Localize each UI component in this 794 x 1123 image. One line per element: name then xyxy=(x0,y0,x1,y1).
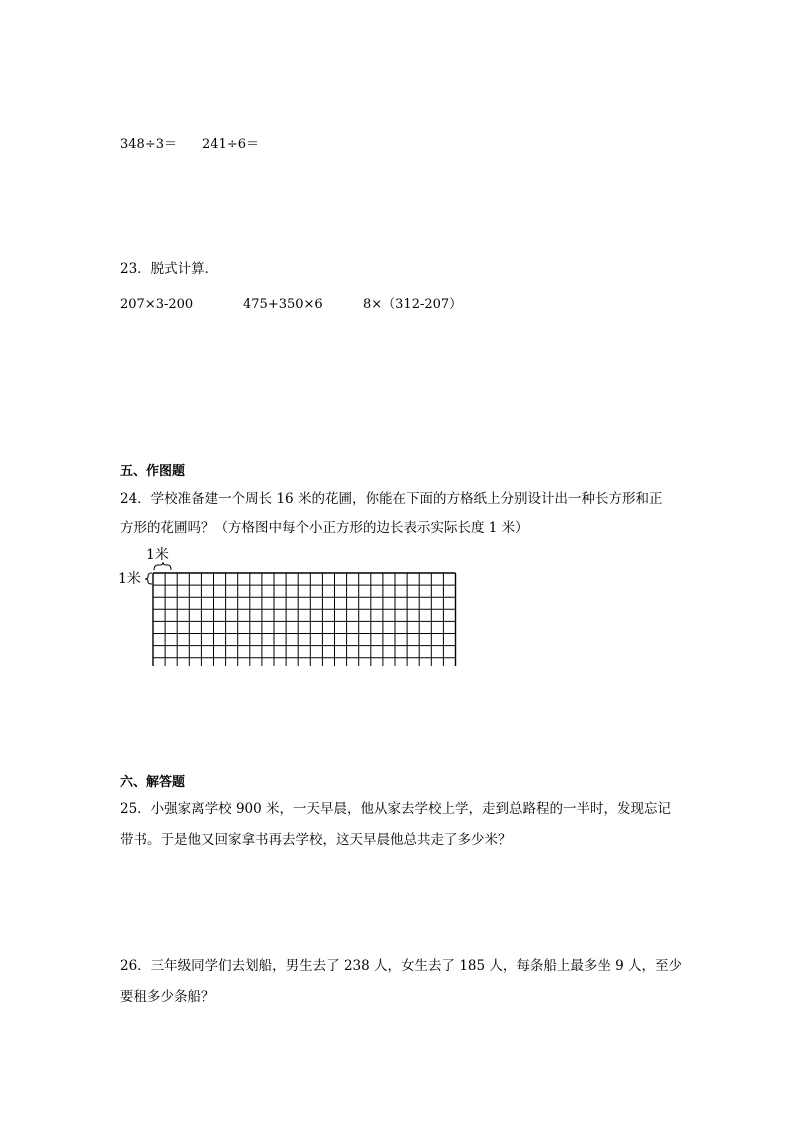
question-23-expression-3: 8×（312-207） xyxy=(363,297,463,312)
question-23-expression-1: 207×3-200 xyxy=(120,297,194,312)
section-6-heading: 六、解答题 xyxy=(120,775,186,790)
grid-lines xyxy=(153,573,456,666)
square-grid-figure xyxy=(118,548,463,666)
question-26-line-1: 26．三年级同学们去划船，男生去了 238 人，女生去了 185 人，每条船上最多坐 9 人，至少 xyxy=(120,958,683,974)
question-25-line-1: 25．小强家离学校 900 米，一天早晨，他从家去学校上学，走到总路程的一半时，发现忘记 xyxy=(120,801,672,817)
question-24-line-2: 方形的花圃吗？（方格图中每个小正方形的边长表示实际长度 1 米） xyxy=(120,520,529,536)
grid-top-brace xyxy=(154,562,171,570)
question-23-expression-2: 475+350×6 xyxy=(243,297,323,312)
question-24-line-1: 24．学校准备建一个周长 16 米的花圃，你能在下面的方格纸上分别设计出一种长方形和正 xyxy=(120,491,663,507)
question-26-line-2: 要租多少条船？ xyxy=(120,989,215,1005)
grid-svg xyxy=(118,548,463,666)
grid-top-unit-label: 1米 xyxy=(146,547,169,563)
grid-side-brace xyxy=(145,573,152,584)
question-23-title: 23．脱式计算． xyxy=(120,261,219,277)
question-25-line-2: 带书。于是他又回家拿书再去学校，这天早晨他总共走了多少米？ xyxy=(120,832,512,848)
division-problem-1: 348÷3＝ xyxy=(120,137,177,152)
section-5-heading: 五、作图题 xyxy=(120,464,186,479)
grid-side-unit-label: 1米 xyxy=(118,571,141,587)
division-problem-2: 241÷6＝ xyxy=(202,137,259,152)
